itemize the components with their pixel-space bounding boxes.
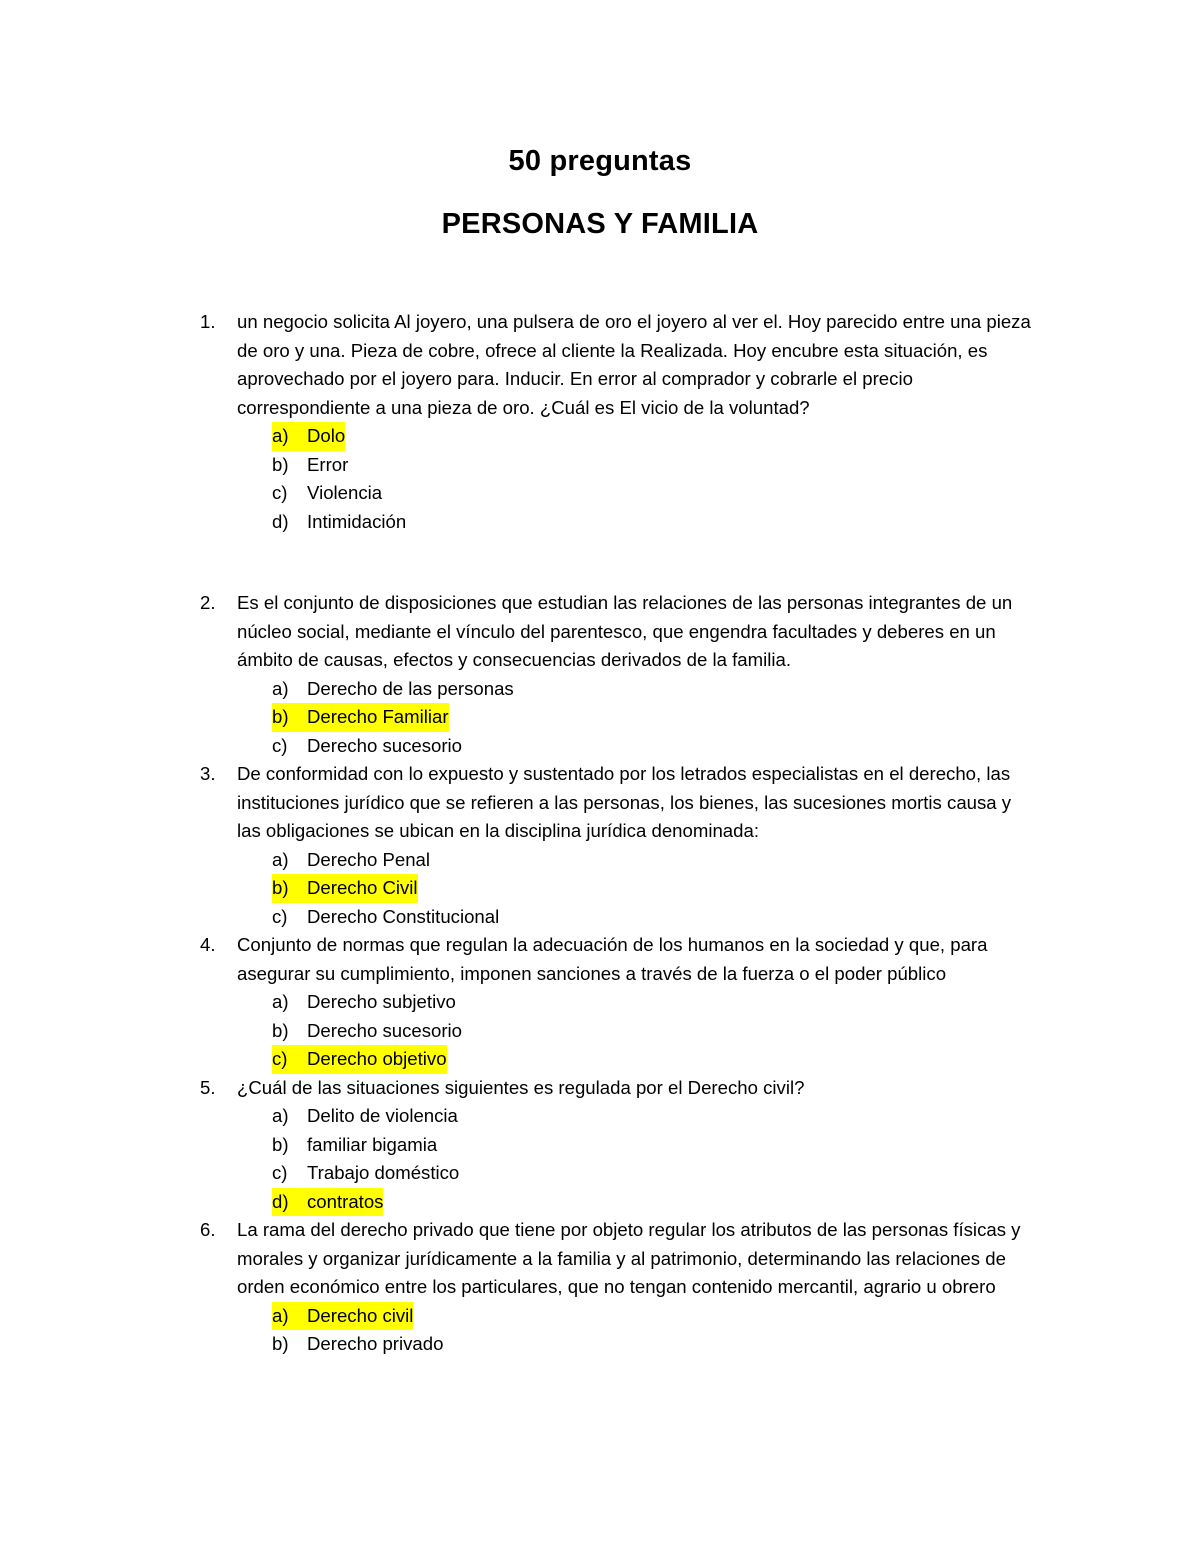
option-text: Derecho sucesorio [307,734,463,756]
answer-option [200,732,1040,761]
document-title: 50 preguntas [508,145,692,177]
option-letter: c) [272,482,288,503]
option-letter: a) [272,991,289,1012]
answer-option [200,479,1040,508]
option-text: Delito de violencia [307,1105,458,1126]
option-letter: d) [272,510,289,532]
answer-option [200,508,1040,537]
question-5 [200,1074,1040,1217]
option-letter: a) [272,1105,289,1126]
question-number: 4. [200,934,216,955]
question-list [200,308,1040,1359]
question-text: Es el conjunto de disposiciones que estudian las relaciones de las personas integrantes de un núcleo social, mediante el vínculo del parentesco, que engendra facultades y deberes en un ámbito de causas, efectos y consecuencias derivados de la familia. [237,592,1013,670]
answer-option [200,1188,1040,1217]
option-letter: b) [272,1133,289,1155]
option-text: Derecho Constitucional [307,905,500,927]
option-text: Derecho civil [307,1304,414,1326]
option-letter: b) [272,453,289,475]
answer-option [200,1102,1040,1131]
question-number: 3. [200,763,216,784]
option-letter: b) [272,706,289,727]
answer-option [200,988,1040,1017]
question-text: Conjunto de normas que regulan la adecuación de los humanos en la sociedad y que, para asegurar su cumplimiento, imponen sanciones a través de la fuerza o el poder público [237,934,988,984]
question-number: 2. [200,592,216,613]
option-letter: c) [272,734,288,756]
question-4 [200,931,1040,1074]
option-text: Derecho objetivo [307,1048,447,1069]
question-2 [200,589,1040,760]
answer-option [200,703,1040,732]
question-number: 5. [200,1076,216,1098]
answer-option [200,422,1040,451]
option-text: Derecho Civil [307,877,418,898]
option-text: contratos [307,1190,384,1212]
answer-option [200,451,1040,480]
option-text: Error [307,453,349,475]
option-letter: a) [272,848,289,870]
answer-option [200,874,1040,903]
option-text: Trabajo doméstico [307,1162,460,1183]
question-3 [200,760,1040,931]
question-number: 6. [200,1219,216,1240]
answer-option [200,1159,1040,1188]
option-text: Derecho sucesorio [307,1019,463,1041]
option-text: Intimidación [307,510,407,532]
question-number: 1. [200,311,216,332]
question-text: un negocio solicita Al joyero, una pulsera de oro el joyero al ver el. Hoy parecido entre una pieza de oro y una. Pieza de cobre, ofrece al cliente la Realizada. Hoy encubre esta situación, es aprovechado por el joyero para. Inducir. En error al comprador y cobrarle el precio correspondiente a una pieza de oro. ¿Cuál es El vicio de la voluntad? [237,311,1031,418]
question-text: La rama del derecho privado que tiene por objeto regular los atributos de las personas físicas y morales y organizar jurídicamente a la familia y al patrimonio, determinando las relaciones de orden económico entre los particulares, que no tengan contenido mercantil, agrario u obrero [237,1219,1021,1297]
option-letter: c) [272,1048,288,1069]
option-letter: b) [272,1019,289,1041]
question-text: ¿Cuál de las situaciones siguientes es regulada por el Derecho civil? [237,1076,805,1098]
option-letter: b) [272,1333,289,1354]
option-text: Violencia [307,482,383,503]
question-6 [200,1216,1040,1359]
answer-option [200,675,1040,704]
option-text: Derecho Penal [307,848,431,870]
answer-option [200,1017,1040,1046]
question-1 [200,308,1040,536]
option-letter: c) [272,1162,288,1183]
answer-option [200,1045,1040,1074]
option-letter: b) [272,877,289,898]
option-letter: a) [272,425,289,446]
answer-option [200,1302,1040,1331]
answer-option [200,903,1040,932]
option-text: Derecho Familiar [307,706,449,727]
option-text: Derecho subjetivo [307,991,456,1012]
option-text: Dolo [307,425,346,446]
option-letter: a) [272,1304,289,1326]
question-text: De conformidad con lo expuesto y sustentado por los letrados especialistas en el derecho, las instituciones jurídico que se refieren a las personas, los bienes, las sucesiones mortis causa y las obligaciones se ubican en la disciplina jurídica denominada: [237,763,1012,841]
answer-option [200,1131,1040,1160]
option-text: familiar bigamia [307,1133,438,1155]
answer-option [200,1330,1040,1359]
option-text: Derecho de las personas [307,677,514,699]
option-text: Derecho privado [307,1333,444,1354]
option-letter: d) [272,1190,289,1212]
option-letter: a) [272,677,289,699]
answer-option [200,846,1040,875]
document-subtitle: PERSONAS Y FAMILIA [441,208,759,240]
option-letter: c) [272,905,288,927]
